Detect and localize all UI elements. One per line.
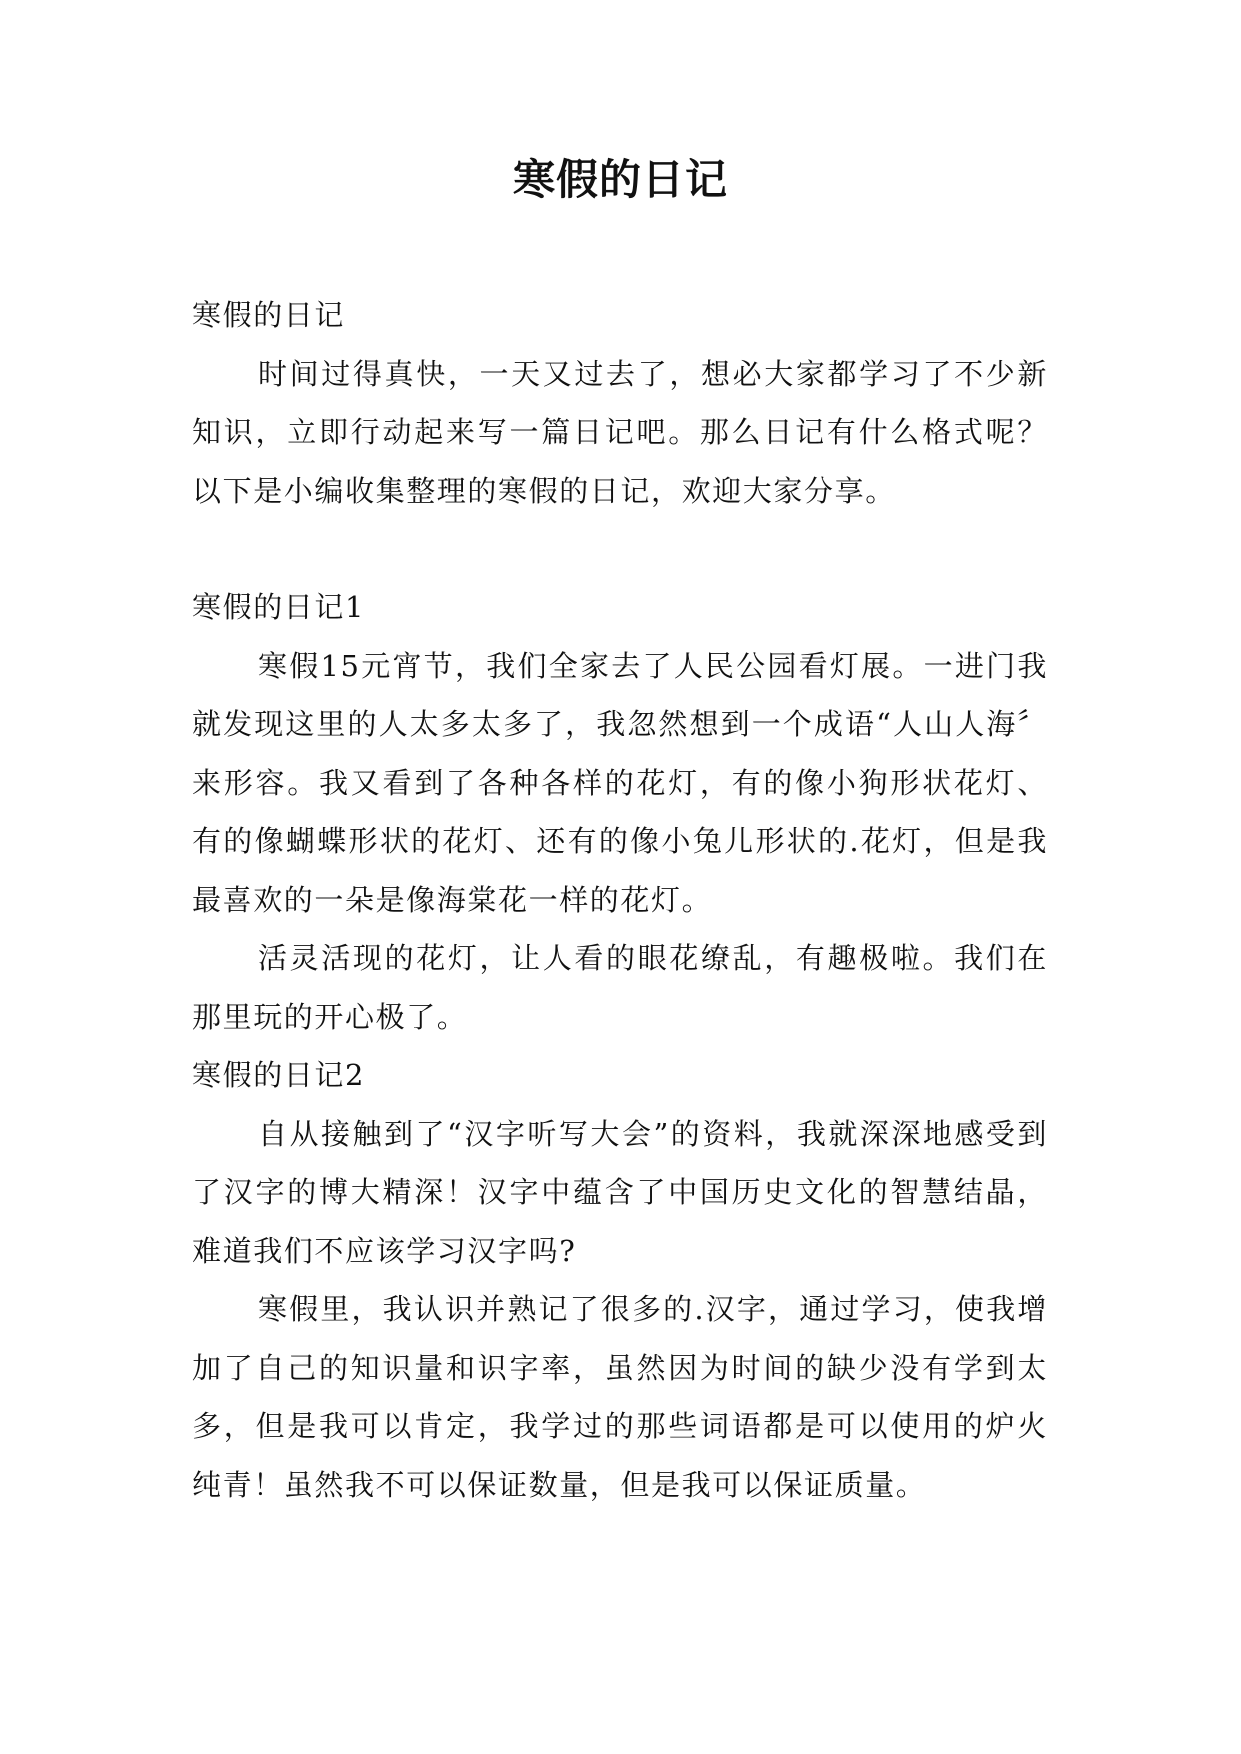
intro-heading: 寒假的日记: [192, 298, 346, 332]
entry-2-paragraph-1: 自从接触到了“汉字听写大会”的资料，我就深深地感受到了汉字的博大精深！汉字中蕴含了中国历史文化的智慧结晶，难道我们不应该学习汉字吗?: [192, 1116, 1048, 1268]
intro-paragraph: 时间过得真快，一天又过去了，想必大家都学习了不少新知识，立即行动起来写一篇日记吧。那么日记有什么格式呢？以下是小编收集整理的寒假的日记，欢迎大家分享。: [192, 356, 1048, 508]
document-title: 寒假的日记: [512, 155, 728, 204]
entry-1-heading: 寒假的日记1: [192, 590, 366, 624]
entry-2-heading: 寒假的日记2: [192, 1058, 366, 1092]
section-spacer: [192, 520, 1048, 578]
entry-2-paragraph-2: 寒假里，我认识并熟记了很多的.汉字，通过学习，使我增加了自己的知识量和识字率，虽然因为时间的缺少没有学到太多，但是我可以肯定，我学过的那些词语都是可以使用的炉火纯青！虽然我不可以保证数量，但是我可以保证质量。: [192, 1292, 1048, 1502]
document-body: [192, 286, 1048, 1514]
entry-1-paragraph-1: 寒假15元宵节，我们全家去了人民公园看灯展。一进门我就发现这里的人太多太多了，我忽然想到一个成语“人山人海〞来形容。我又看到了各种各样的花灯，有的像小狗形状花灯、有的像蝴蝶形状的花灯、还有的像小兔儿形状的.花灯，但是我最喜欢的一朵是像海棠花一样的花灯。: [192, 648, 1048, 917]
entry-1-paragraph-2: 活灵活现的花灯，让人看的眼花缭乱，有趣极啦。我们在那里玩的开心极了。: [192, 941, 1048, 1034]
